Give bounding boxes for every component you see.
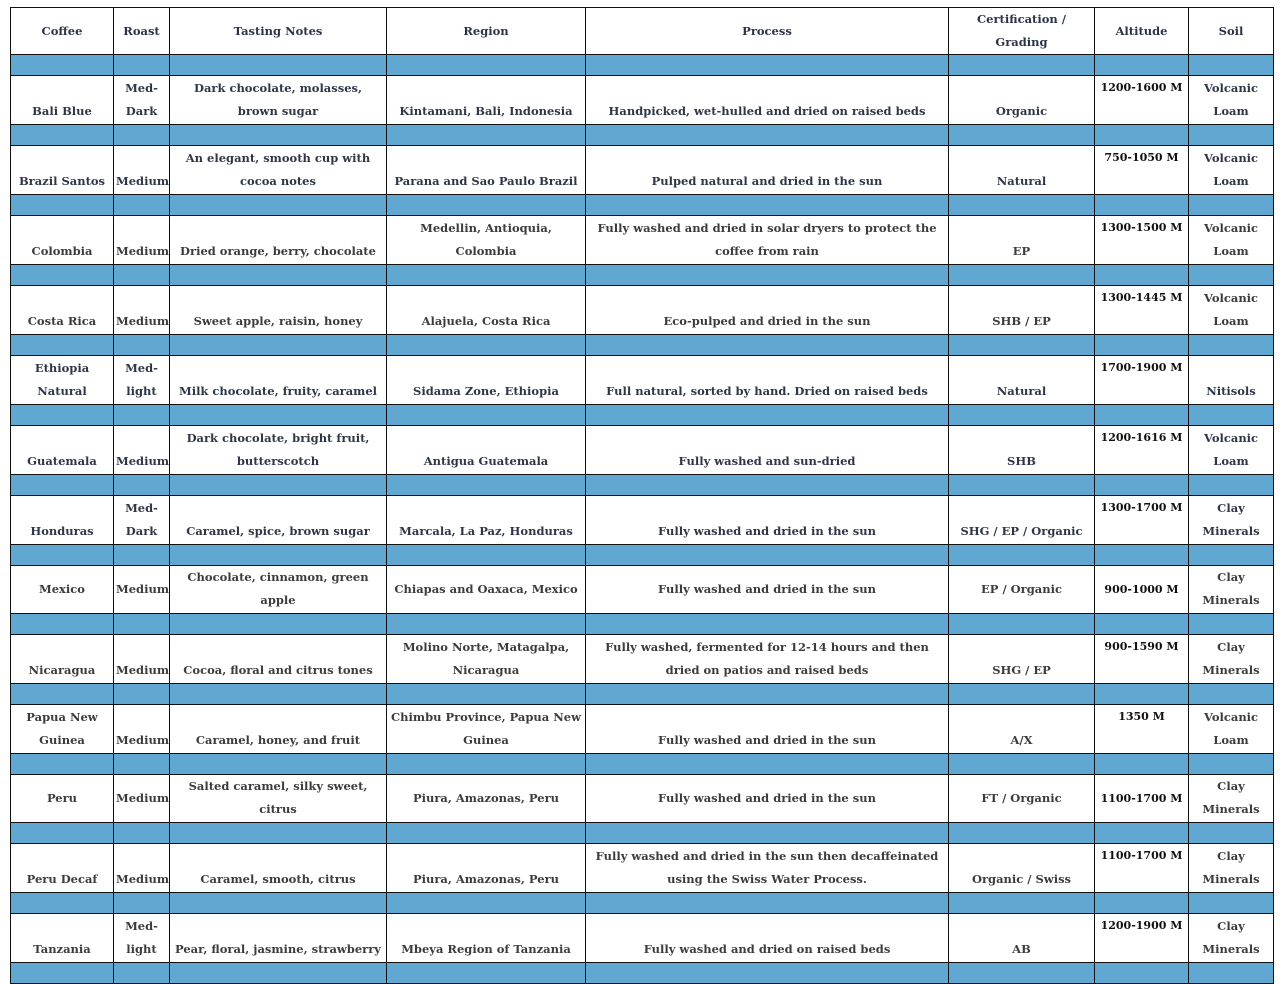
cell-roast: Med-light [114,914,170,963]
spacer-cell [949,754,1095,775]
cell-soil: Volcanic Loam [1189,286,1274,335]
header-altitude: Altitude [1095,8,1189,55]
spacer-cell [949,475,1095,496]
cell-notes: Chocolate, cinnamon, green apple [170,566,387,614]
spacer-cell [1095,545,1189,566]
table-row [11,76,1274,125]
spacer-cell [387,125,586,146]
cell-soil: Clay Minerals [1189,496,1274,545]
cell-notes: Pear, floral, jasmine, strawberry [170,914,387,963]
cell-roast: Medium [114,286,170,335]
coffee-comparison-table [10,7,1274,984]
cell-notes: Dark chocolate, bright fruit, butterscotch [170,426,387,475]
spacer-cell [170,125,387,146]
cell-altitude: 1300-1445 M [1095,286,1189,335]
cell-cert: Organic / Swiss [949,844,1095,893]
spacer-cell [11,475,114,496]
cell-notes: Caramel, spice, brown sugar [170,496,387,545]
spacer-row [11,195,1274,216]
spacer-cell [387,335,586,356]
header-region: Region [387,8,586,55]
spacer-cell [114,893,170,914]
spacer-cell [11,405,114,426]
cell-cert: AB [949,914,1095,963]
spacer-cell [11,893,114,914]
cell-cert: EP [949,216,1095,265]
spacer-cell [387,405,586,426]
spacer-row [11,405,1274,426]
header-roast: Roast [114,8,170,55]
spacer-cell [387,893,586,914]
cell-region: Mbeya Region of Tanzania [387,914,586,963]
spacer-cell [586,475,949,496]
header-process: Process [586,8,949,55]
spacer-cell [387,195,586,216]
spacer-cell [170,823,387,844]
spacer-row [11,754,1274,775]
header-soil: Soil [1189,8,1274,55]
spacer-cell [1189,265,1274,286]
spacer-cell [949,125,1095,146]
cell-coffee: Colombia [11,216,114,265]
spacer-cell [114,195,170,216]
spacer-cell [170,684,387,705]
spacer-cell [1189,823,1274,844]
spacer-cell [170,754,387,775]
spacer-cell [1189,754,1274,775]
cell-altitude: 1350 M [1095,705,1189,754]
cell-roast: Medium [114,775,170,823]
spacer-cell [170,963,387,984]
spacer-cell [586,545,949,566]
spacer-cell [586,125,949,146]
cell-roast: Medium [114,566,170,614]
cell-region: Molino Norte, Matagalpa, Nicaragua [387,635,586,684]
spacer-cell [1189,195,1274,216]
spacer-cell [1095,823,1189,844]
spacer-cell [11,265,114,286]
cell-soil: Clay Minerals [1189,775,1274,823]
table-row [11,566,1274,614]
cell-soil: Volcanic Loam [1189,216,1274,265]
cell-process: Pulped natural and dried in the sun [586,146,949,195]
spacer-cell [586,335,949,356]
cell-cert: Natural [949,146,1095,195]
cell-soil: Clay Minerals [1189,566,1274,614]
spacer-cell [1189,684,1274,705]
spacer-cell [387,754,586,775]
cell-altitude: 1300-1500 M [1095,216,1189,265]
cell-notes: Cocoa, floral and citrus tones [170,635,387,684]
cell-region: Piura, Amazonas, Peru [387,844,586,893]
cell-region: Alajuela, Costa Rica [387,286,586,335]
spacer-cell [170,614,387,635]
cell-cert: A/X [949,705,1095,754]
cell-process: Eco-pulped and dried in the sun [586,286,949,335]
table-row [11,356,1274,405]
cell-roast: Medium [114,216,170,265]
spacer-cell [1189,893,1274,914]
spacer-cell [114,125,170,146]
cell-coffee: Brazil Santos [11,146,114,195]
spacer-cell [1095,195,1189,216]
spacer-cell [1189,475,1274,496]
cell-process: Fully washed and dried in the sun [586,566,949,614]
spacer-cell [387,684,586,705]
spacer-cell [114,754,170,775]
spacer-row [11,614,1274,635]
spacer-cell [949,893,1095,914]
spacer-cell [1095,55,1189,76]
cell-cert: SHB / EP [949,286,1095,335]
cell-process: Fully washed and dried in the sun then decaffeinated using the Swiss Water Process. [586,844,949,893]
spacer-row [11,545,1274,566]
spacer-cell [949,823,1095,844]
table-row [11,775,1274,823]
cell-process: Fully washed and dried on raised beds [586,914,949,963]
table-row [11,286,1274,335]
cell-soil: Volcanic Loam [1189,146,1274,195]
cell-notes: Caramel, smooth, citrus [170,844,387,893]
cell-roast: Medium [114,635,170,684]
cell-cert: SHG / EP [949,635,1095,684]
cell-roast: Medium [114,146,170,195]
spacer-row [11,684,1274,705]
header-row [11,8,1274,55]
spacer-cell [11,545,114,566]
spacer-cell [1095,614,1189,635]
cell-process: Full natural, sorted by hand. Dried on raised beds [586,356,949,405]
cell-region: Medellin, Antioquia, Colombia [387,216,586,265]
spacer-cell [387,545,586,566]
cell-coffee: Mexico [11,566,114,614]
spacer-cell [1095,684,1189,705]
spacer-cell [949,55,1095,76]
cell-altitude: 1100-1700 M [1095,844,1189,893]
spacer-cell [11,963,114,984]
cell-coffee: Honduras [11,496,114,545]
cell-process: Handpicked, wet-hulled and dried on raised beds [586,76,949,125]
cell-soil: Clay Minerals [1189,635,1274,684]
spacer-cell [586,405,949,426]
spacer-row [11,893,1274,914]
spacer-cell [1189,545,1274,566]
cell-soil: Volcanic Loam [1189,76,1274,125]
cell-coffee: Guatemala [11,426,114,475]
spacer-cell [387,963,586,984]
spacer-cell [11,684,114,705]
spacer-cell [387,823,586,844]
spacer-row [11,823,1274,844]
spacer-cell [586,963,949,984]
table-row [11,705,1274,754]
cell-altitude: 750-1050 M [1095,146,1189,195]
table-row [11,914,1274,963]
cell-cert: FT / Organic [949,775,1095,823]
spacer-cell [949,335,1095,356]
spacer-cell [170,405,387,426]
spacer-cell [11,125,114,146]
spacer-cell [586,55,949,76]
spacer-cell [949,195,1095,216]
cell-cert: EP / Organic [949,566,1095,614]
table-row [11,426,1274,475]
spacer-cell [11,335,114,356]
spacer-row [11,475,1274,496]
cell-altitude: 900-1590 M [1095,635,1189,684]
cell-notes: Dark chocolate, molasses, brown sugar [170,76,387,125]
spacer-cell [949,963,1095,984]
table-row [11,844,1274,893]
spacer-cell [949,265,1095,286]
cell-coffee: Peru [11,775,114,823]
cell-cert: Natural [949,356,1095,405]
cell-coffee: Costa Rica [11,286,114,335]
cell-soil: Volcanic Loam [1189,426,1274,475]
spacer-row [11,335,1274,356]
cell-cert: SHG / EP / Organic [949,496,1095,545]
spacer-cell [11,195,114,216]
cell-process: Fully washed and dried in the sun [586,496,949,545]
cell-notes: An elegant, smooth cup with cocoa notes [170,146,387,195]
spacer-cell [170,475,387,496]
cell-region: Kintamani, Bali, Indonesia [387,76,586,125]
spacer-cell [1095,335,1189,356]
spacer-cell [387,55,586,76]
cell-altitude: 1200-1600 M [1095,76,1189,125]
spacer-cell [387,475,586,496]
table-row [11,216,1274,265]
table-body [11,55,1274,984]
spacer-cell [949,405,1095,426]
spacer-cell [1189,55,1274,76]
header-coffee: Coffee [11,8,114,55]
spacer-cell [1189,335,1274,356]
spacer-cell [114,614,170,635]
spacer-cell [1189,125,1274,146]
spacer-row [11,125,1274,146]
table-row [11,635,1274,684]
spacer-cell [1095,754,1189,775]
spacer-cell [170,55,387,76]
cell-notes: Sweet apple, raisin, honey [170,286,387,335]
cell-cert: SHB [949,426,1095,475]
spacer-cell [114,405,170,426]
cell-coffee: Tanzania [11,914,114,963]
cell-region: Piura, Amazonas, Peru [387,775,586,823]
cell-process: Fully washed and dried in solar dryers to protect the coffee from rain [586,216,949,265]
spacer-cell [170,545,387,566]
spacer-cell [114,684,170,705]
cell-process: Fully washed and dried in the sun [586,705,949,754]
spacer-row [11,55,1274,76]
cell-region: Chimbu Province, Papua New Guinea [387,705,586,754]
cell-coffee: Nicaragua [11,635,114,684]
spacer-cell [114,335,170,356]
cell-region: Parana and Sao Paulo Brazil [387,146,586,195]
cell-coffee: Ethiopia Natural [11,356,114,405]
spacer-cell [170,893,387,914]
cell-notes: Dried orange, berry, chocolate [170,216,387,265]
cell-process: Fully washed and sun-dried [586,426,949,475]
spacer-cell [114,55,170,76]
cell-notes: Caramel, honey, and fruit [170,705,387,754]
cell-altitude: 1200-1616 M [1095,426,1189,475]
cell-roast: Medium [114,705,170,754]
cell-coffee: Bali Blue [11,76,114,125]
cell-region: Sidama Zone, Ethiopia [387,356,586,405]
cell-altitude: 1100-1700 M [1095,775,1189,823]
cell-soil: Nitisols [1189,356,1274,405]
spacer-row [11,265,1274,286]
cell-process: Fully washed, fermented for 12-14 hours and then dried on patios and raised beds [586,635,949,684]
cell-cert: Organic [949,76,1095,125]
table-row [11,146,1274,195]
spacer-cell [387,265,586,286]
spacer-cell [11,614,114,635]
spacer-cell [114,265,170,286]
cell-soil: Clay Minerals [1189,914,1274,963]
spacer-cell [949,545,1095,566]
spacer-cell [586,823,949,844]
spacer-row [11,963,1274,984]
spacer-cell [170,195,387,216]
cell-region: Chiapas and Oaxaca, Mexico [387,566,586,614]
cell-roast: Med-Dark [114,496,170,545]
spacer-cell [949,684,1095,705]
spacer-cell [1095,475,1189,496]
cell-altitude: 1200-1900 M [1095,914,1189,963]
spacer-cell [949,614,1095,635]
spacer-cell [170,265,387,286]
spacer-cell [1095,893,1189,914]
table-row [11,496,1274,545]
cell-roast: Medium [114,426,170,475]
cell-soil: Volcanic Loam [1189,705,1274,754]
spacer-cell [11,55,114,76]
spacer-cell [586,754,949,775]
spacer-cell [114,823,170,844]
spacer-cell [1189,405,1274,426]
spacer-cell [586,614,949,635]
spacer-cell [1095,125,1189,146]
cell-process: Fully washed and dried in the sun [586,775,949,823]
spacer-cell [114,545,170,566]
spacer-cell [1189,963,1274,984]
cell-altitude: 1300-1700 M [1095,496,1189,545]
spacer-cell [1189,614,1274,635]
cell-notes: Milk chocolate, fruity, caramel [170,356,387,405]
header-certification: Certification / Grading [949,8,1095,55]
cell-notes: Salted caramel, silky sweet, citrus [170,775,387,823]
spacer-cell [114,475,170,496]
spacer-cell [114,963,170,984]
cell-roast: Medium [114,844,170,893]
spacer-cell [1095,405,1189,426]
spacer-cell [586,893,949,914]
cell-region: Antigua Guatemala [387,426,586,475]
spacer-cell [11,754,114,775]
cell-roast: Med-Dark [114,76,170,125]
spacer-cell [586,195,949,216]
cell-soil: Clay Minerals [1189,844,1274,893]
spacer-cell [1095,963,1189,984]
cell-region: Marcala, La Paz, Honduras [387,496,586,545]
spacer-cell [11,823,114,844]
spacer-cell [387,614,586,635]
spacer-cell [170,335,387,356]
cell-altitude: 900-1000 M [1095,566,1189,614]
spacer-cell [586,684,949,705]
header-tasting-notes: Tasting Notes [170,8,387,55]
cell-roast: Med-light [114,356,170,405]
cell-coffee: Peru Decaf [11,844,114,893]
cell-altitude: 1700-1900 M [1095,356,1189,405]
cell-coffee: Papua New Guinea [11,705,114,754]
spacer-cell [586,265,949,286]
spacer-cell [1095,265,1189,286]
